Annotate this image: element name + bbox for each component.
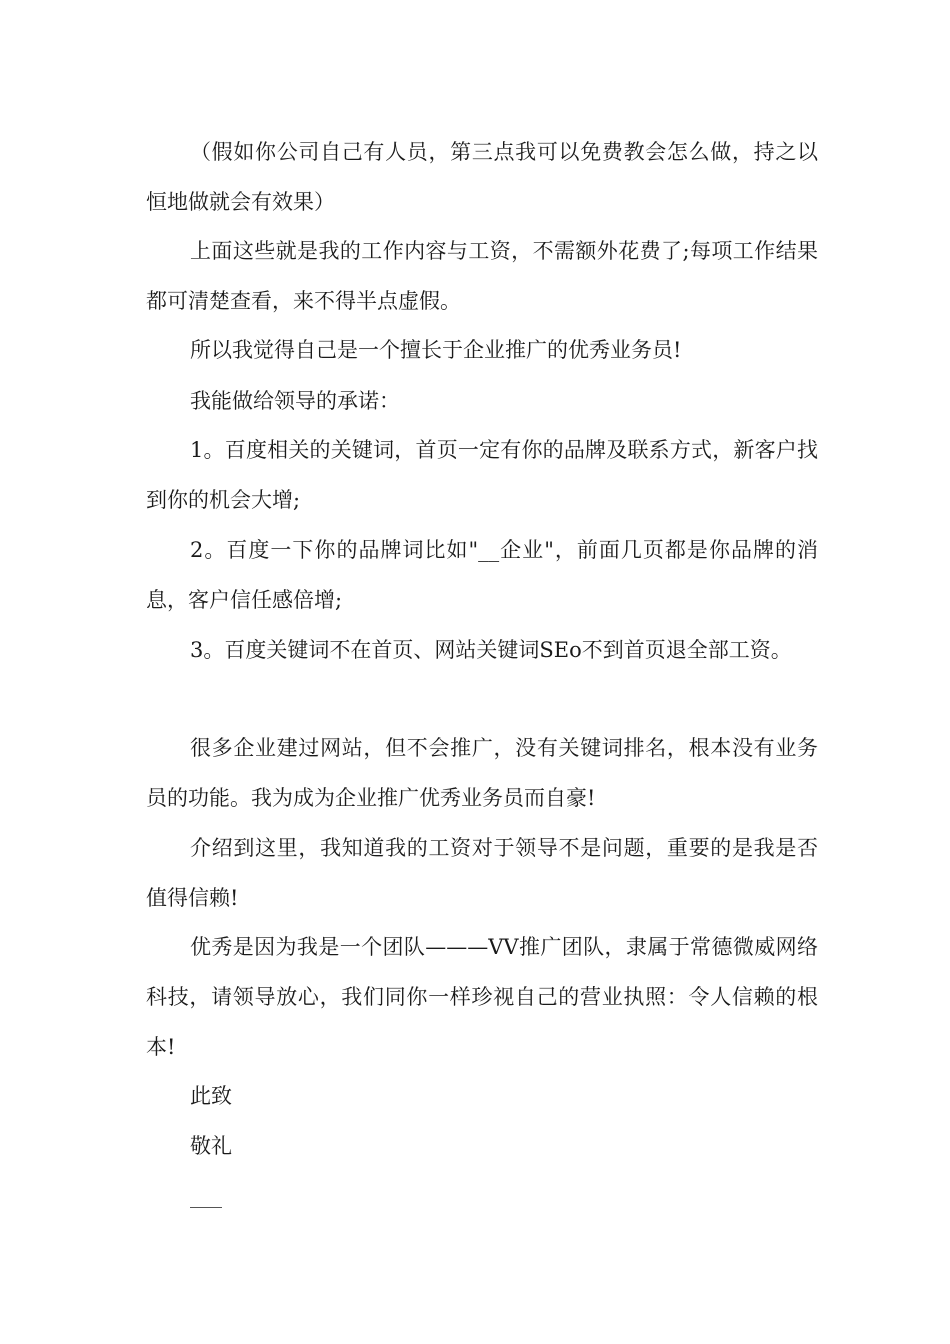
paragraph-promise-3: 3。百度关键词不在首页、网站关键词SEo不到首页退全部工资。 [190, 638, 792, 662]
paragraph-promise-1: 1。百度相关的关键词，首页一定有你的品牌及联系方式，新客户找到你的机会大增; [146, 438, 818, 512]
paragraph-work-content-salary: 上面这些就是我的工作内容与工资，不需额外花费了;每项工作结果都可清楚查看，来不得半点虚假。 [146, 239, 818, 313]
signature-line [190, 1207, 222, 1208]
paragraph-promise-heading: 我能做给领导的承诺： [190, 389, 400, 413]
paragraph-promise-2: 2。百度一下你的品牌词比如"__企业"，前面几页都是你品牌的消息，客户信任感倍增; [146, 538, 818, 612]
paragraph-trustworthy: 介绍到这里，我知道我的工资对于领导不是问题，重要的是我是否值得信赖! [146, 836, 818, 910]
closing-salutation: 此致 [190, 1084, 232, 1108]
paragraph-websites-no-promotion: 很多企业建过网站，但不会推广，没有关键词排名，根本没有业务员的功能。我为成为企业推广优秀业务员而自豪! [146, 736, 818, 810]
closing-regards: 敬礼 [190, 1134, 232, 1158]
paragraph-excellent-salesperson: 所以我觉得自己是一个擅长于企业推广的优秀业务员! [190, 338, 682, 362]
paragraph-team-intro: 优秀是因为我是一个团队———VV推广团队，隶属于常德微威网络科技，请领导放心，我们同你一样珍视自己的营业执照：令人信赖的根本! [146, 935, 818, 1059]
paragraph-self-staff-note: （假如你公司自己有人员，第三点我可以免费教会怎么做，持之以恒地做就会有效果） [146, 140, 818, 214]
